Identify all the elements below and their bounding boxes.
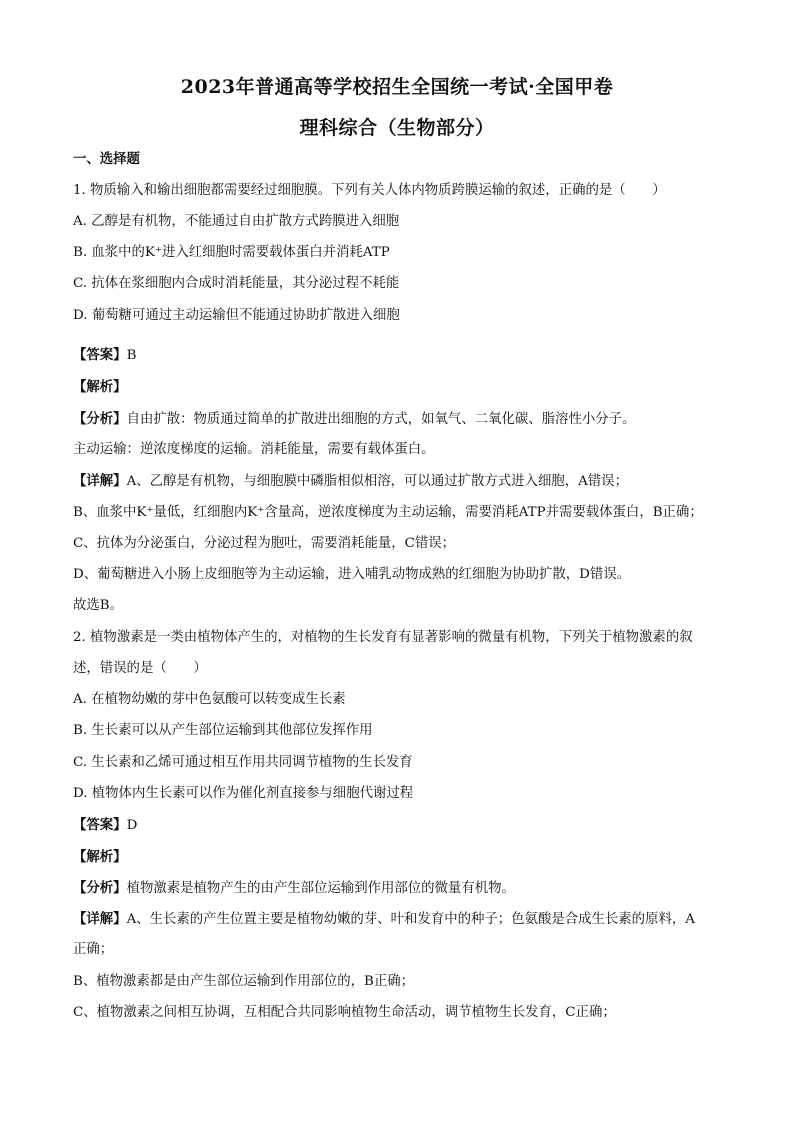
- question-2-stem-line-1: 2. 植物激素是一类由植物体产生的，对植物的生长发育有显著影响的微量有机物，下列关于植物激素的叙: [73, 630, 693, 645]
- question-1-stem: 1. 物质输入和输出细胞都需要经过细胞膜。下列有关人体内物质跨膜运输的叙述，正确的是（ ）: [73, 183, 666, 198]
- fenxi-tag: 【分析】: [73, 880, 127, 896]
- question-2-detail-b: B、植物激素都是由产生部位运输到作用部位的，B正确；: [73, 974, 415, 989]
- fenxi-text: 自由扩散：物质通过简单的扩散进出细胞的方式，如氧气、二氧化碳、脂溶性小分子。: [126, 412, 636, 427]
- question-1-detail-a: [73, 472, 723, 491]
- question-1-detail-c: C、抗体为分泌蛋白，分泌过程为胞吐，需要消耗能量，C错误；: [73, 536, 456, 551]
- question-2-detail-a: [73, 910, 723, 929]
- question-1-fenxi: [73, 410, 723, 429]
- answer-value: B: [126, 348, 137, 363]
- answer-tag: 【答案】: [73, 347, 127, 363]
- xiangjie-tag: 【详解】: [73, 911, 127, 927]
- analysis-tag: 【解析】: [73, 849, 127, 865]
- question-1-answer: [73, 346, 723, 365]
- question-2-option-b: B. 生长素可以从产生部位运输到其他部位发挥作用: [73, 723, 373, 738]
- question-1-option-b: B. 血浆中的K⁺进入红细胞时需要载体蛋白并消耗ATP: [73, 245, 390, 260]
- question-1-detail-b: B、血浆中K⁺量低，红细胞内K⁺含量高，逆浓度梯度为主动运输，需要消耗ATP并需要载体蛋白，B正确；: [73, 505, 703, 520]
- detail-text: A、生长素的产生位置主要是植物幼嫩的芽、叶和发育中的种子；色氨酸是合成生长素的原料，A: [126, 912, 695, 927]
- question-2-stem-line-2: 述，错误的是（ ）: [73, 661, 207, 676]
- answer-tag: 【答案】: [73, 817, 127, 833]
- question-2-option-c: C. 生长素和乙烯可通过相互作用共同调节植物的生长发育: [73, 755, 413, 770]
- section-heading: 一、选择题: [73, 151, 140, 167]
- question-1-detail-d: D、葡萄糖进入小肠上皮细胞等为主动运输，进入哺乳动物成熟的红细胞为协助扩散，D错误。: [73, 567, 631, 582]
- question-2-analysis-heading: [73, 848, 723, 867]
- question-1-fenxi-2: 主动运输：逆浓度梯度的运输。消耗能量，需要有载体蛋白。: [73, 442, 435, 457]
- analysis-tag: 【解析】: [73, 379, 127, 395]
- xiangjie-tag: 【详解】: [73, 473, 127, 489]
- question-1-option-c: C. 抗体在浆细胞内合成时消耗能量，其分泌过程不耗能: [73, 276, 400, 291]
- fenxi-tag: 【分析】: [73, 411, 127, 427]
- question-2-fenxi: [73, 879, 723, 898]
- page-subtitle: 理科综合（生物部分）: [299, 117, 495, 139]
- question-1-conclusion: 故选B。: [73, 598, 124, 613]
- answer-value: D: [126, 818, 138, 833]
- question-2-option-d: D. 植物体内生长素可以作为催化剂直接参与细胞代谢过程: [73, 786, 414, 801]
- detail-text: A、乙醇是有机物，与细胞膜中磷脂相似相溶，可以通过扩散方式进入细胞，A错误；: [126, 474, 628, 489]
- question-1-option-a: A. 乙醇是有机物，不能通过自由扩散方式跨膜进入细胞: [73, 214, 400, 229]
- question-2-detail-a-cont: 正确；: [73, 942, 114, 957]
- page-title: 2023年普通高等学校招生全国统一考试·全国甲卷: [180, 76, 614, 98]
- question-2-detail-c: C、植物激素之间相互协调，互相配合共同影响植物生命活动，调节植物生长发育，C正确；: [73, 1005, 616, 1020]
- question-2-option-a: A. 在植物幼嫩的芽中色氨酸可以转变成生长素: [73, 692, 346, 707]
- question-2-answer: [73, 816, 723, 835]
- question-1-option-d: D. 葡萄糖可通过主动运输但不能通过协助扩散进入细胞: [73, 308, 400, 323]
- question-1-analysis-heading: [73, 378, 723, 397]
- fenxi-text: 植物激素是植物产生的由产生部位运输到作用部位的微量有机物。: [126, 881, 515, 896]
